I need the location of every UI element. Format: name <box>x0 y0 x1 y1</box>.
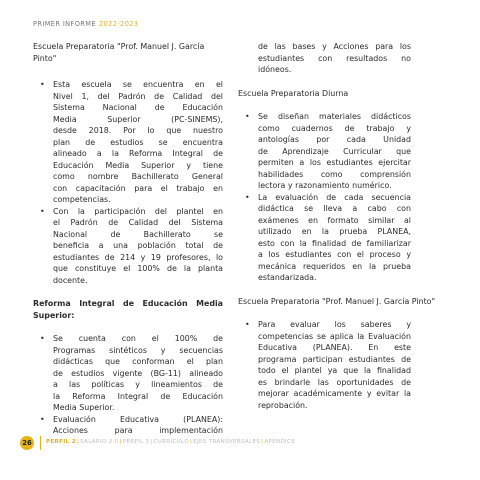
section-tabs <box>46 439 295 445</box>
text-line: Educativa (PLANEA). En este <box>258 343 411 352</box>
tab-separator: | <box>261 439 264 445</box>
text-line: reprobación. <box>258 400 308 410</box>
text-line: Media Superior. <box>53 403 115 412</box>
text-line: mejorar académicamente y evitar la <box>258 389 411 398</box>
text-line: exámenes en formato similar al <box>258 215 411 225</box>
text-line: a las políticas y lineamientos de <box>53 380 223 389</box>
text-line: programa participan estudiantes de <box>258 354 411 364</box>
text-line: de Aprendizaje Curricular que <box>258 146 411 156</box>
text-line: es brindarle las oportunidades de <box>258 377 411 387</box>
text-line: estudiantes con resultados no <box>258 53 411 63</box>
text-line: docente. <box>53 275 88 285</box>
text-line: Se cuenta con el 100% de <box>53 334 223 343</box>
text-line: competencias se aplica la Evaluación <box>258 331 411 341</box>
text-line: Nacional de Bachillerato se <box>53 229 223 239</box>
tab-separator: | <box>150 439 153 445</box>
bullet-icon: • <box>40 206 45 216</box>
text-line: Educación Media Superior y tiene <box>53 160 223 170</box>
continued-paragraph <box>238 41 411 76</box>
text-line: lectora y razonamiento numérico. <box>258 181 392 190</box>
text-line: como cuadernos de trabajo y <box>258 123 411 133</box>
text-line: Reforma Integral de Educación Media <box>33 299 223 308</box>
page-footer <box>20 436 460 450</box>
tab-apendice[interactable]: APÉNDICE <box>264 439 296 445</box>
tab-separator: | <box>76 439 80 445</box>
text-line: Acciones para implementación <box>53 426 223 435</box>
text-line: Se diseñan materiales didácticos <box>258 112 411 121</box>
text-line: plan de estudios se encuentra <box>53 137 223 147</box>
tab-perfil-3[interactable]: PERFIL 3 <box>122 439 150 445</box>
bullet-icon: • <box>245 192 250 202</box>
text-line: habilidades como comprensión <box>258 169 411 179</box>
text-line: permiten a los estudiantes ejercitar <box>258 158 411 167</box>
text-line: de estudios vigente (BG-11) alineado <box>53 368 223 378</box>
text-line: que constituye el 100% de la planta <box>53 264 223 273</box>
list-item <box>33 414 223 437</box>
text-line: el Padrón de Calidad del Sistema <box>53 218 223 227</box>
bullet-icon: • <box>40 334 45 343</box>
text-line: Media Superior (PC-SINEMS), <box>53 114 223 124</box>
text-line: Programas sintéticos y secuencias <box>53 345 223 355</box>
text-line: competencias. <box>53 195 111 204</box>
text-line: Esta escuela se encuentra en el <box>53 80 223 89</box>
text-line: con capacitación para el trabajo en <box>53 183 223 193</box>
header-title: PRIMER INFORME <box>33 20 96 28</box>
list-item <box>238 111 411 192</box>
bullet-icon: • <box>40 80 45 89</box>
tab-ejes-transversales[interactable]: EJES TRANSVERSALES <box>193 439 261 445</box>
text-line: de las bases y Acciones para los <box>258 42 411 51</box>
section-heading-reform <box>33 298 223 321</box>
section-heading-school-3: Escuela Preparatoria "Prof. Manuel J. García Pinto" <box>238 296 436 306</box>
bullet-icon: • <box>245 112 250 121</box>
text-line: Para evaluar los saberes y <box>258 320 411 329</box>
text-line: estandarizada. <box>258 273 317 282</box>
text-line: como nombre Bachillerato General <box>53 172 223 181</box>
text-line: Sistema Nacional de Educación <box>53 103 223 112</box>
text-line: didáctica se lleva a cabo con <box>258 204 411 213</box>
text-line: alineado a la Reforma Integral de <box>53 149 223 158</box>
footer-divider <box>40 436 41 450</box>
tab-separator: | <box>119 439 122 445</box>
text-line: beneficia a una población total de <box>53 241 223 250</box>
bullet-list-school-3 <box>238 319 411 411</box>
text-line: mecánica requeridos en la prueba <box>258 261 411 271</box>
left-column <box>33 41 223 437</box>
text-line: desde 2018. Por lo que nuestro <box>53 126 223 135</box>
text-line: utilizado en la prueba PLANEA, <box>258 227 411 236</box>
text-line: todo el plantel ya que la finalidad <box>258 366 411 375</box>
text-line: esto con la finalidad de familiarizar <box>258 238 411 248</box>
text-line: La evaluación de cada secuencia <box>258 192 411 202</box>
header-years: 2022-2023 <box>98 20 139 28</box>
list-item <box>238 192 411 284</box>
section-heading-school-1: Escuela Preparatoria "Prof. Manuel J. García Pinto" <box>33 42 205 63</box>
page-number-badge: 26 <box>20 436 34 450</box>
bullet-icon: • <box>245 320 250 329</box>
tab-perfil-2[interactable]: PERFIL 2 <box>46 439 76 445</box>
section-heading-school-2: Escuela Preparatoria Diurna <box>238 88 349 98</box>
list-item <box>33 333 223 414</box>
text-line: Con la participación del plantel en <box>53 206 223 216</box>
tab-separator: | <box>189 439 193 445</box>
text-line: didácticas que conforman el plan <box>53 357 223 366</box>
bullet-list-reform <box>33 333 223 437</box>
list-item <box>238 319 411 411</box>
list-item <box>33 206 223 287</box>
text-line: Evaluación Educativa (PLANEA): <box>53 414 223 424</box>
bullet-list-school-2 <box>238 111 411 284</box>
text-line: la Reforma Integral de Educación <box>53 391 223 401</box>
text-line: estudiantes de 214 y 19 profesores, lo <box>53 252 223 262</box>
text-line: a los estudiantes con el proceso y <box>258 250 411 259</box>
text-line: Nivel 1, del Padrón de Calidad del <box>53 91 223 101</box>
tab-salario[interactable]: SALARIO 2.0 <box>80 439 119 445</box>
text-line: idóneos. <box>258 65 292 74</box>
bullet-list-school-1 <box>33 79 223 286</box>
bullet-icon: • <box>40 414 45 424</box>
right-column <box>238 41 436 411</box>
list-item <box>33 79 223 206</box>
tab-curriculo[interactable]: CURRÍCULO <box>153 439 189 445</box>
text-line: antologías por cada Unidad <box>258 135 411 144</box>
text-line: Superior: <box>33 310 75 320</box>
running-header <box>33 20 138 28</box>
